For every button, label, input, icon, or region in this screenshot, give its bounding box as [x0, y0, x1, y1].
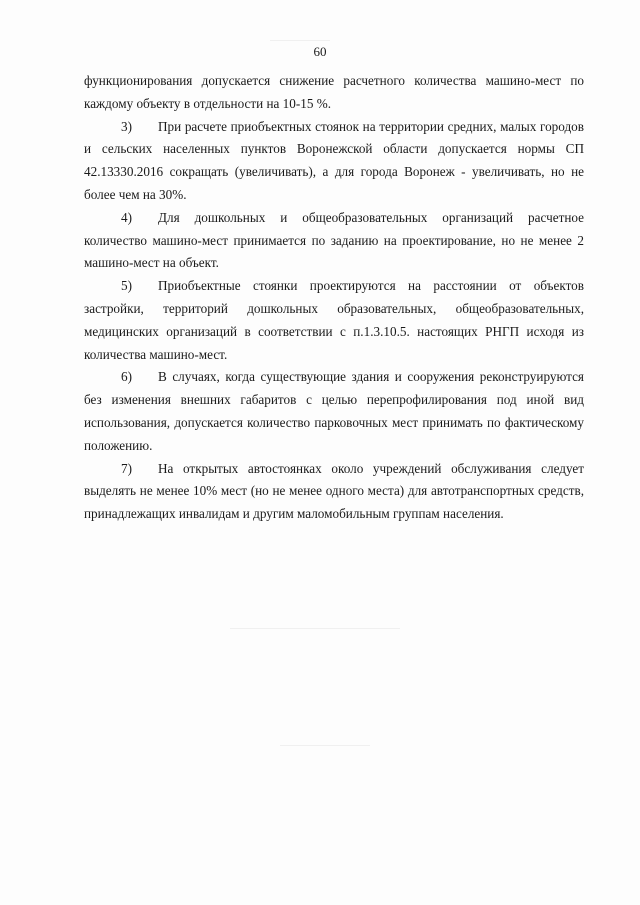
paragraph-text: Для дошкольных и общеобразовательных организаций расчетное количество машино-мест принимается по заданию на проектирование, но не менее 2 машино-мест на объект.	[84, 209, 584, 271]
paragraph-item-5	[84, 275, 584, 366]
document-body	[84, 70, 584, 526]
paragraph-item-3	[84, 116, 584, 207]
paragraph-number: 4)	[121, 209, 132, 225]
paragraph-text: При расчете приобъектных стоянок на территории средних, малых городов и сельских населенных пунктов Воронежской области допускается нормы СП 42.13330.2016 сокращать (увеличивать), а для города Воронеж - увеличивать, но не более чем на 30%.	[84, 118, 584, 202]
page-number: 60	[313, 44, 327, 59]
paragraph-number: 7)	[121, 460, 132, 476]
paragraph-text: функционирования допускается снижение расчетного количества машино-мест по каждому объекту в отдельности на 10-15 %.	[84, 73, 584, 111]
paragraph-text: В случаях, когда существующие здания и сооружения реконструируются без изменения внешних габаритов с целью перепрофилирования под иной вид использования, допускается количество парковочных мест принимать по фактическому положению.	[84, 369, 584, 453]
paragraph-item-6	[84, 366, 584, 457]
scan-artifact	[230, 628, 400, 629]
scan-artifact	[280, 512, 350, 513]
scan-artifact	[270, 40, 330, 41]
paragraph-item-7	[84, 458, 584, 526]
paragraph-continuation	[84, 70, 584, 116]
paragraph-number: 5)	[121, 278, 132, 294]
paragraph-item-4	[84, 207, 584, 275]
paragraph-number: 6)	[121, 369, 132, 385]
paragraph-number: 3)	[121, 118, 132, 134]
scan-artifact	[280, 745, 370, 746]
paragraph-text: На открытых автостоянках около учреждений обслуживания следует выделять не менее 10% мест (но не менее одного места) для автотранспортных средств, принадлежащих инвалидам и другим маломобильным группам населения.	[84, 460, 584, 522]
paragraph-text: Приобъектные стоянки проектируются на расстоянии от объектов застройки, территорий дошкольных образовательных, общеобразовательных, медицинских организаций в соответствии с п.1.3.10.5. настоящих РНГП исходя из количества машино-мест.	[84, 278, 584, 362]
